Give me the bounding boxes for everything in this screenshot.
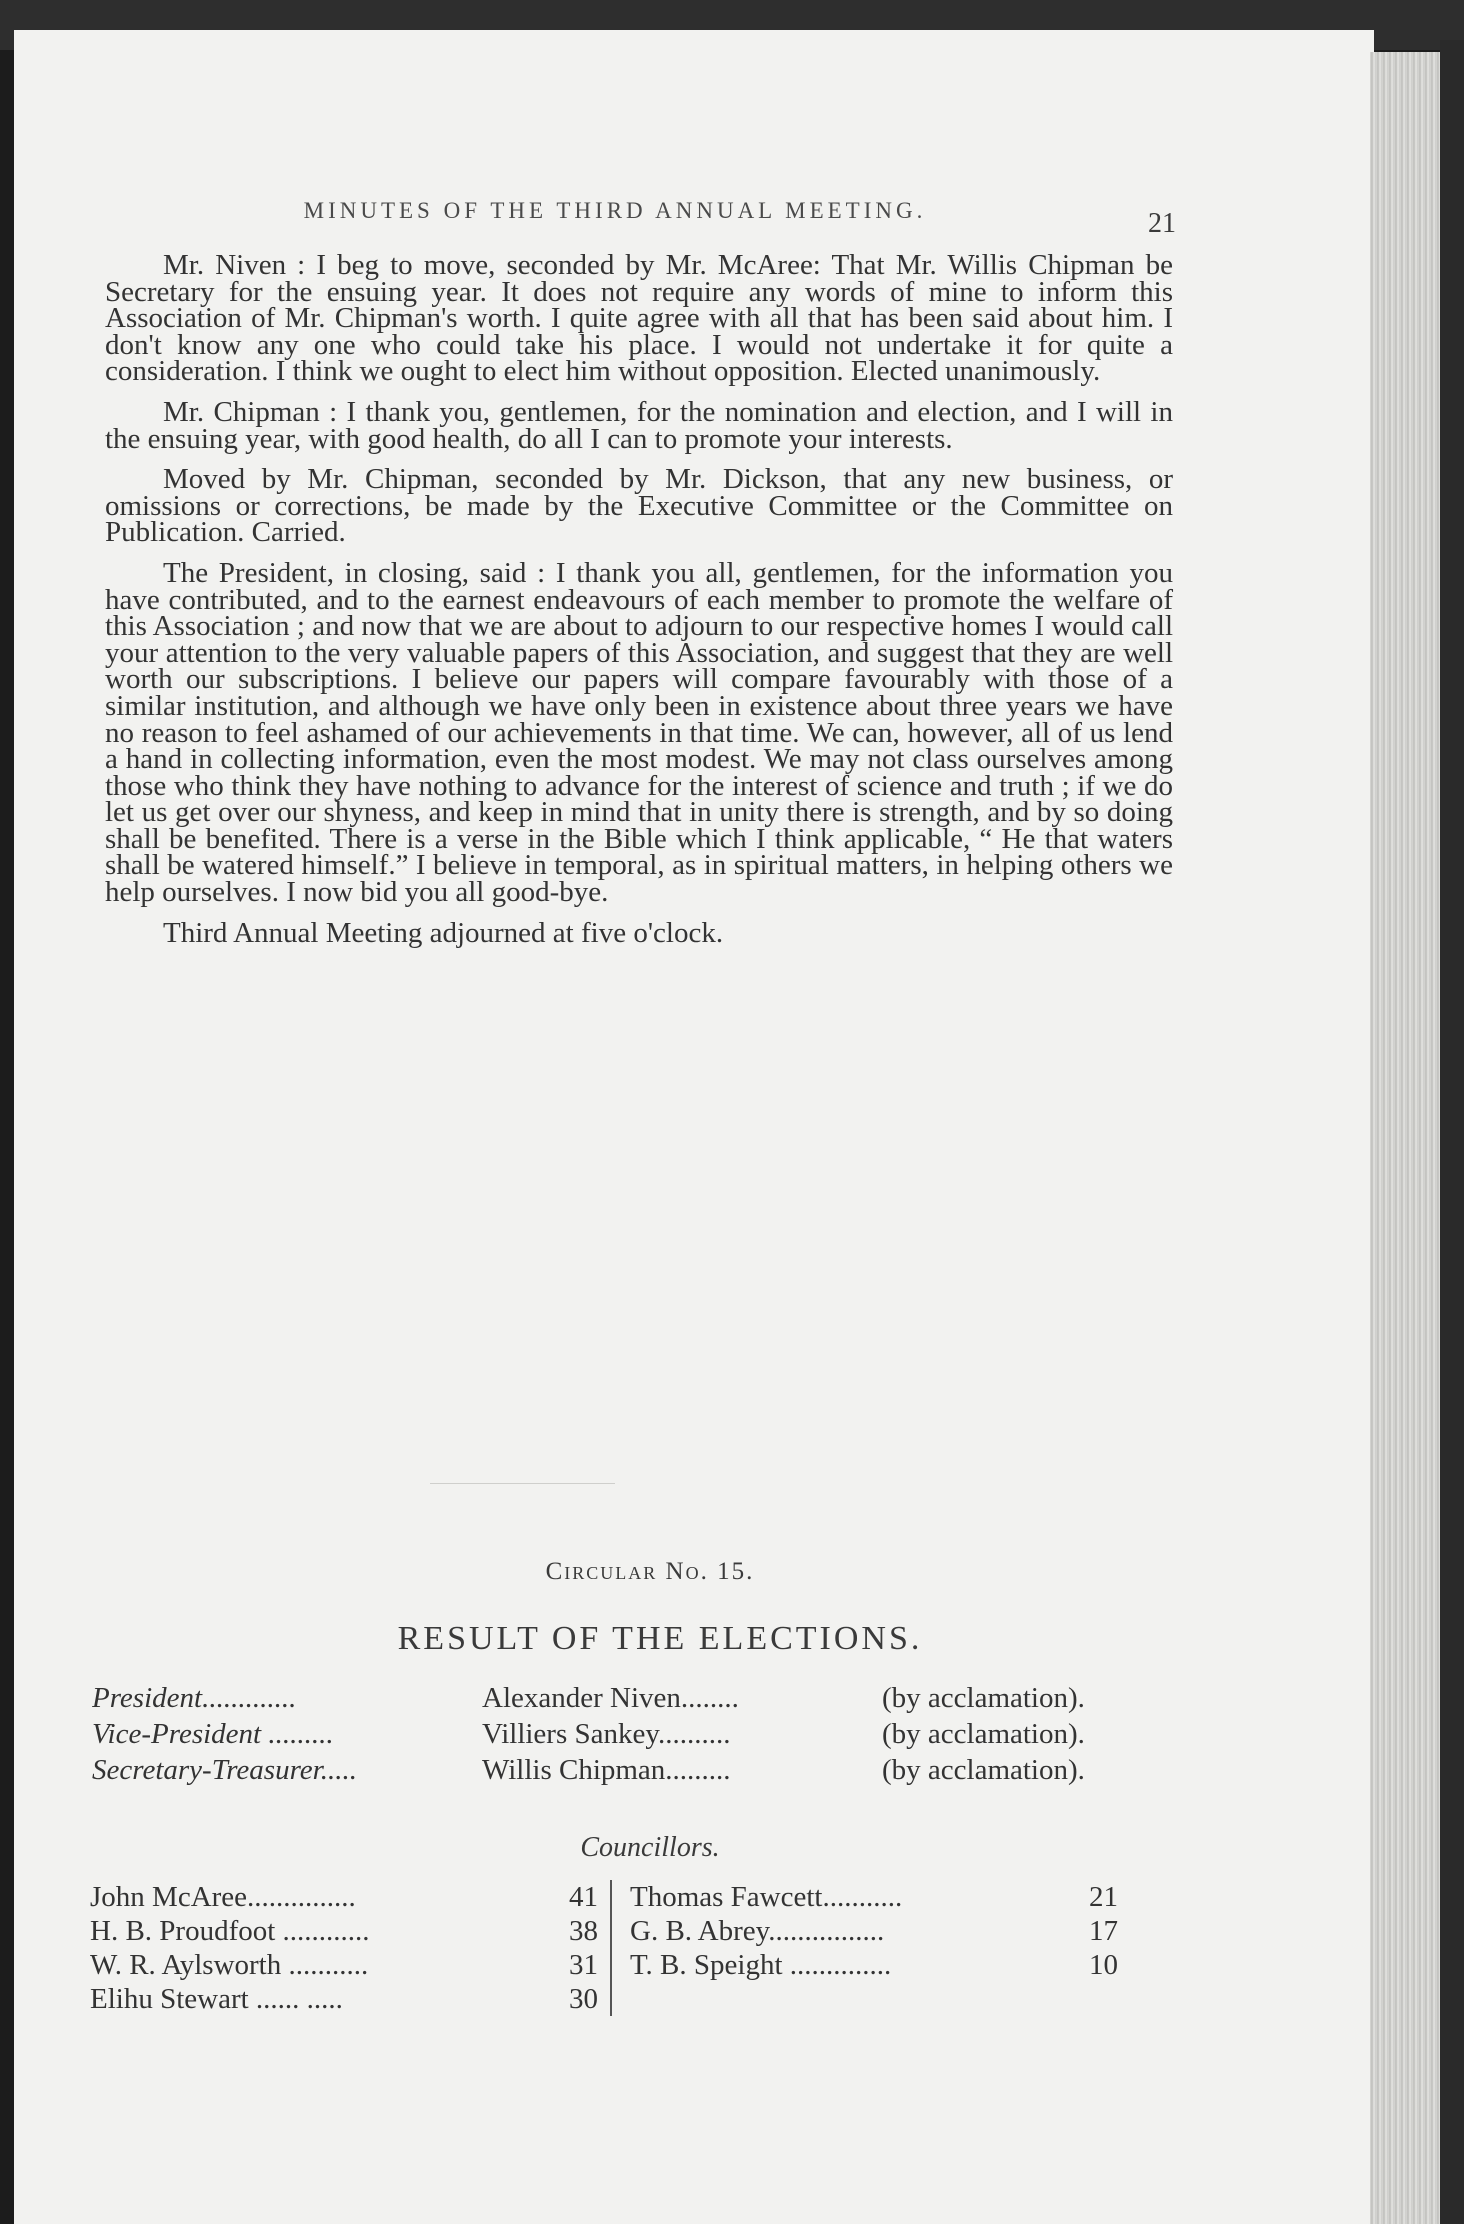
- councillor-row: [630, 1914, 1130, 1948]
- councillor-votes: 17: [1089, 1915, 1118, 1947]
- councillor-row: [90, 1914, 610, 1948]
- councillor-name: H. B. Proudfoot ............: [90, 1915, 370, 1947]
- councillor-votes: 10: [1089, 1949, 1118, 1981]
- officer-name: Alexander Niven........: [482, 1682, 739, 1714]
- officer-title: Vice-President .........: [92, 1718, 334, 1750]
- officer-note: (by acclamation).: [882, 1682, 1085, 1714]
- councillor-name: John McAree...............: [90, 1881, 356, 1913]
- officer-row-secretary-treasurer: [92, 1752, 1172, 1788]
- officer-note: (by acclamation).: [882, 1754, 1085, 1786]
- paragraph-president-closing: The President, in closing, said : I thank you all, gentlemen, for the information you have contributed, and to the earnest endeavours of each member to promote the welfare of this Association ; and now that we are about to adjourn to our respective homes I would call your attention to the very valuable papers of this Association, and suggest that they are well worth our subscriptions. I believe our papers will compare favourably with those of a similar institution, and although we have only been in existence about three years we have no reason to feel ashamed of our achievements in that time. We can, however, all of us lend a hand in collecting information, even the most modest. We may not class ourselves among those who think they have nothing to advance for the interest of science and truth ; if we do let us get over our shyness, and keep in mind that in unity there is strength, and by so doing shall be benefited. There is a verse in the Bible which I think applicable, “ He that waters shall be watered himself.” I believe in temporal, as in spiritual matters, in helping others we help ourselves. I now bid you all good-bye.: [105, 556, 1173, 909]
- councillor-row: [630, 1948, 1130, 1982]
- page-number: 21: [1148, 208, 1176, 239]
- paragraph-chipman-reply: Mr. Chipman : I thank you, gentlemen, for the nomination and election, and I will in the ensuing year, with good health, do all I can to promote your interests.: [105, 395, 1173, 455]
- councillor-votes: 31: [569, 1949, 598, 1981]
- councillor-votes: 21: [1089, 1881, 1118, 1913]
- councillor-row: [90, 1948, 610, 1982]
- councillor-name: T. B. Speight ..............: [630, 1949, 892, 1981]
- councillor-name: G. B. Abrey................: [630, 1915, 885, 1947]
- councillor-row: [630, 1880, 1130, 1914]
- councillor-name: W. R. Aylsworth ...........: [90, 1949, 369, 1981]
- councillor-votes: 41: [569, 1881, 598, 1913]
- minutes-text: [105, 249, 1173, 960]
- officer-row-vice-president: [92, 1716, 1172, 1752]
- paragraph-adjournment: Third Annual Meeting adjourned at five o'clock.: [163, 916, 724, 949]
- councillor-row: [90, 1982, 610, 2016]
- circular-title: Circular No. 15.: [545, 1558, 755, 1585]
- paragraph-dickson-motion: Moved by Mr. Chipman, seconded by Mr. Dickson, that any new business, or omissions or corrections, be made by the Executive Committee or the Committee on Publication. Carried.: [105, 463, 1173, 549]
- officer-name: Willis Chipman.........: [482, 1754, 731, 1786]
- councillors-left-column: [90, 1880, 610, 2016]
- councillors-table: [90, 1880, 1170, 2016]
- councillors-right-column: [610, 1880, 1130, 2016]
- section-divider: [430, 1483, 615, 1484]
- councillor-votes: 38: [569, 1915, 598, 1947]
- officer-note: (by acclamation).: [882, 1718, 1085, 1750]
- elections-heading: RESULT OF THE ELECTIONS.: [397, 1620, 923, 1657]
- councillor-votes: 30: [569, 1983, 598, 2015]
- paragraph-niven-motion: Mr. Niven : I beg to move, seconded by Mr. McAree: That Mr. Willis Chipman be Secretary for the ensuing year. It does not require any words of mine to inform this Association of Mr. Chipman's worth. I quite agree with all that has been said about him. I don't know any one who could take his place. I would not undertake it for quite a consideration. I think we ought to elect him without opposition. Elected unanimously.: [105, 249, 1173, 388]
- officers-list: [92, 1680, 1172, 1788]
- officer-title: President.............: [92, 1682, 297, 1714]
- councillors-heading: Councillors.: [580, 1832, 720, 1863]
- councillor-name: Elihu Stewart ...... .....: [90, 1983, 343, 2015]
- officer-title: Secretary-Treasurer.....: [92, 1754, 357, 1786]
- running-head: MINUTES OF THE THIRD ANNUAL MEETING.: [303, 198, 927, 223]
- page-edge-shadow: [1440, 40, 1464, 2224]
- councillor-name: Thomas Fawcett...........: [630, 1881, 903, 1913]
- councillor-row: [90, 1880, 610, 1914]
- page-edge: [1370, 52, 1440, 2224]
- officer-row-president: [92, 1680, 1172, 1716]
- officer-name: Villiers Sankey..........: [482, 1718, 731, 1750]
